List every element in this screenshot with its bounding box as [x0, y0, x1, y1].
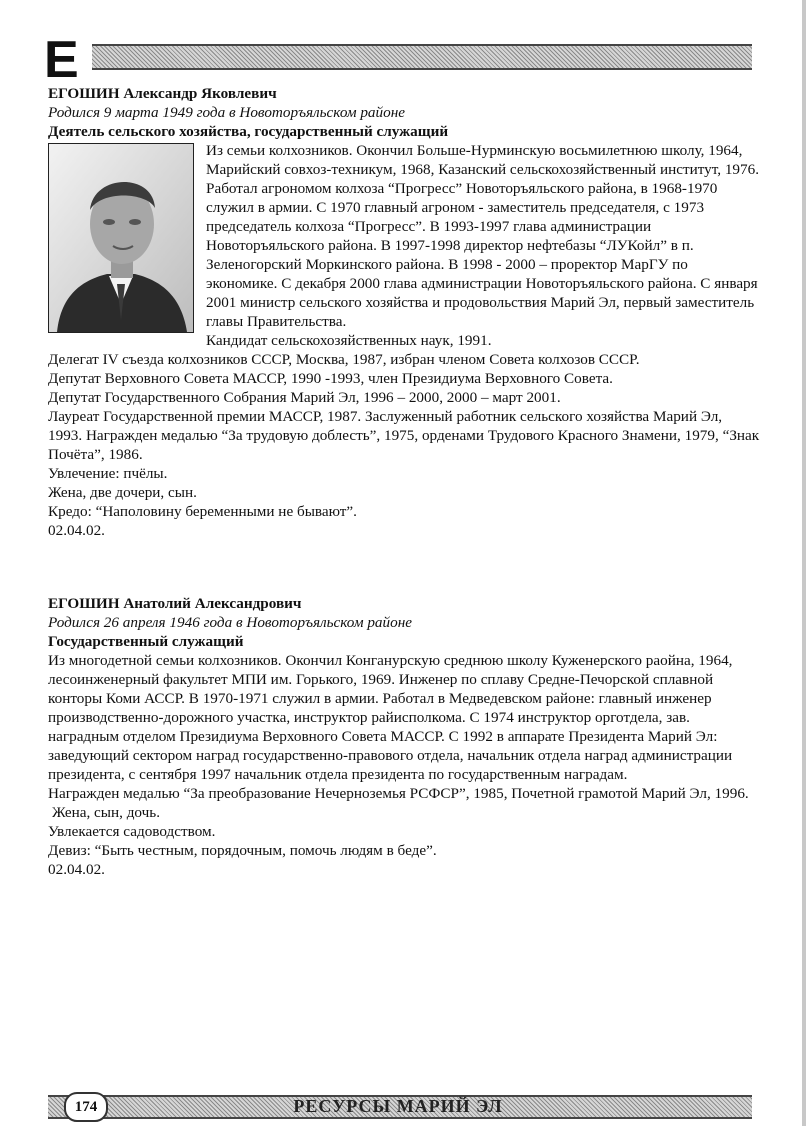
surname: ЕГОШИН	[48, 85, 120, 102]
bio-paragraph: Девиз: “Быть честным, порядочным, помочь людям в беде”.	[48, 842, 437, 859]
person-name	[48, 84, 760, 103]
bio-with-photo	[48, 141, 760, 540]
birth-line: Родился 26 апреля 1946 года в Новоторъяльском районе	[48, 614, 412, 631]
bio-paragraph: Из многодетной семьи колхозников. Окончил Конганурскую среднюю школу Куженерского раойна, 1964, лесоинженерный факультет МПИ им. Горького, 1969. Инженер по сплаву Средне-Печорской сплавной конторы Коми АССР. В 1970-1971 служил в армии. Работал в Медведевском районе: главный инженер производственно-дорожного участка, инструктор райисполкома. С 1974 инструктор орготдела, зав. наградным отделом Президиума Верховного Совета МАССР. С 1992 в аппарате Президента Марий Эл: заведующий сектором наград государственно-правового отдела, начальник отдела наград администрации президента, с сентября 1997 начальник отдела президента по государственным наградам.	[48, 652, 733, 783]
bio-paragraph: Делегат IV съезда колхозников СССР, Москва, 1987, избран членом Совета колхозов СССР.	[48, 351, 640, 368]
biography-entry-1	[48, 84, 760, 540]
footer-title: РЕСУРСЫ МАРИЙ ЭЛ	[293, 1096, 503, 1116]
person-name	[48, 594, 760, 613]
bio-paragraph: Депутат Верховного Совета МАССР, 1990 -1993, член Президиума Верховного Совета.	[48, 370, 613, 387]
bio-paragraph: Награжден медалью “За преобразование Нечерноземья РСФСР”, 1985, Почетной грамотой Марий Эл, 1996.	[48, 785, 749, 802]
section-letter: Е	[44, 31, 79, 89]
bio-paragraph: Увлечение: пчёлы.	[48, 465, 168, 482]
bio-paragraph: Из семьи колхозников. Окончил Больше-Нурминскую восьмилетнюю школу, 1964, Марийский совхоз-техникум, 1968, Казанский сельскохозяйственный институт, 1976. Работал агрономом колхоза “Прогресс” Новоторъяльского района, в 1968-1970 служил в армии. С 1970 главный агроном - заместитель председателя, с 1973 председатель колхоза “Прогресс”. В 1993-1997 глава администрации Новоторъяльского района. В 1997-1998 директор нефтебазы “ЛУКойл” в п. Зеленогорский Моркинского района. В 1998 - 2000 – проректор МарГУ по экономике. С декабря 2000 глава администрации Новоторъяльского района. С января 2001 министр сельского хозяйства и продовольствия Марий Эл, первый заместитель главы Правительства.	[206, 142, 759, 330]
bio-paragraph: Лауреат Государственной премии МАССР, 1987. Заслуженный работник сельского хозяйства Марий Эл, 1993. Награжден медалью “За трудовую доблесть”, 1975, орденами Трудового Красного Знамени, 1979, “Знак Почёта”, 1986.	[48, 408, 760, 463]
portrait-photo	[48, 143, 194, 333]
page-number: 174	[64, 1092, 108, 1122]
birth-line: Родился 9 марта 1949 года в Новоторъяльском районе	[48, 104, 405, 121]
bio-paragraph: Жена, сын, дочь.	[52, 804, 160, 821]
given-name: Анатолий Александрович	[123, 595, 302, 612]
biography-entry-2	[48, 594, 760, 879]
date-stamp: 02.04.02.	[48, 522, 105, 539]
portrait-image	[49, 144, 193, 332]
date-stamp: 02.04.02.	[48, 861, 105, 878]
bio-paragraph: Кандидат сельскохозяйственных наук, 1991.	[206, 332, 492, 349]
bio-paragraph: Увлекается садоводством.	[48, 823, 216, 840]
surname: ЕГОШИН	[48, 595, 120, 612]
role-line: Деятель сельского хозяйства, государственный служащий	[48, 123, 449, 140]
header-band	[92, 44, 752, 70]
role-line: Государственный служащий	[48, 633, 244, 650]
bio-paragraph: Депутат Государственного Собрания Марий Эл, 1996 – 2000, 2000 – март 2001.	[48, 389, 561, 406]
bio-paragraph: Кредо: “Наполовину беременными не бывают”.	[48, 503, 357, 520]
scan-edge	[802, 0, 806, 1126]
bio-paragraph: Жена, две дочери, сын.	[48, 484, 197, 501]
given-name: Александр Яковлевич	[123, 85, 277, 102]
